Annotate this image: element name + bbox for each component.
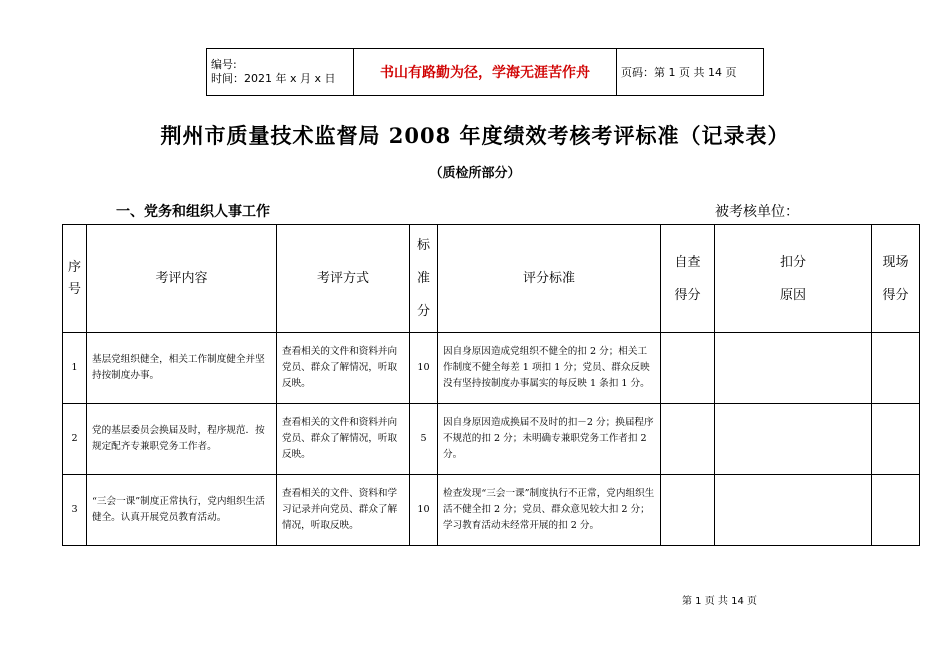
row-criteria: 因自身原因造成换届不及时的扣－2 分；换届程序不规范的扣 2 分；未明确专兼职党务工作者扣 2 分。 xyxy=(438,404,661,475)
document-title: 荆州市质量技术监督局 2008 年度绩效考核考评标准（记录表） xyxy=(160,123,790,148)
header-page-label: 页码：第 1 页 共 14 页 xyxy=(617,49,764,96)
header-deduction: 扣分原因 xyxy=(715,225,872,333)
header-motto: 书山有路勤为径，学海无涯苦作舟 xyxy=(354,49,617,96)
row-score: 10 xyxy=(410,475,438,546)
document-header xyxy=(206,48,764,96)
number-label: 编号: xyxy=(211,58,237,71)
row-seq: 1 xyxy=(63,333,87,404)
time-label: 时间：2021 年 x 月 x 日 xyxy=(211,72,336,85)
assessed-unit-label: 被考核单位： xyxy=(715,204,799,220)
page-footer: 第 1 页 共 14 页 xyxy=(682,596,757,607)
row-method: 查看相关的文件、资料和学习记录并向党员、群众了解情况，听取反映。 xyxy=(277,475,410,546)
section-title: 一、党务和组织人事工作 xyxy=(116,204,270,220)
row-method: 查看相关的文件和资料并向党员、群众了解情况，听取反映。 xyxy=(277,404,410,475)
row-self-check-cell[interactable] xyxy=(661,333,715,404)
table-row xyxy=(63,475,920,546)
row-self-check-cell[interactable] xyxy=(661,475,715,546)
row-score: 5 xyxy=(410,404,438,475)
document-subtitle: （质检所部分） xyxy=(429,166,521,181)
header-standard-score: 标准分 xyxy=(410,225,438,333)
row-content: 党的基层委员会换届及时，程序规范．按规定配齐专兼职党务工作者。 xyxy=(87,404,277,475)
header-criteria: 评分标准 xyxy=(438,225,661,333)
table-header-row xyxy=(63,225,920,333)
row-seq: 2 xyxy=(63,404,87,475)
header-meta xyxy=(207,49,354,96)
header-seq: 序号 xyxy=(63,225,87,333)
row-content: “三会一课”制度正常执行，党内组织生活健全。认真开展党员教育活动。 xyxy=(87,475,277,546)
row-criteria: 检查发现“三会一课”制度执行不正常，党内组织生活不健全扣 2 分；党员、群众意见较大扣 2 分；学习教育活动未经常开展的扣 2 分。 xyxy=(438,475,661,546)
table-row xyxy=(63,333,920,404)
row-deduction-cell[interactable] xyxy=(715,404,872,475)
row-onsite-cell[interactable] xyxy=(872,475,920,546)
row-score: 10 xyxy=(410,333,438,404)
row-onsite-cell[interactable] xyxy=(872,404,920,475)
table-row xyxy=(63,404,920,475)
row-method: 查看相关的文件和资料并向党员、群众了解情况，听取反映。 xyxy=(277,333,410,404)
row-content: 基层党组织健全，相关工作制度健全并坚持按制度办事。 xyxy=(87,333,277,404)
header-method: 考评方式 xyxy=(277,225,410,333)
row-deduction-cell[interactable] xyxy=(715,475,872,546)
row-criteria: 因自身原因造成党组织不健全的扣 2 分；相关工作制度不健全每差 1 项扣 1 分；党员、群众反映没有坚持按制度办事属实的每反映 1 条扣 1 分。 xyxy=(438,333,661,404)
row-self-check-cell[interactable] xyxy=(661,404,715,475)
row-seq: 3 xyxy=(63,475,87,546)
header-onsite-score: 现场得分 xyxy=(872,225,920,333)
header-self-check: 自查得分 xyxy=(661,225,715,333)
header-content: 考评内容 xyxy=(87,225,277,333)
assessment-table xyxy=(62,224,920,546)
row-onsite-cell[interactable] xyxy=(872,333,920,404)
row-deduction-cell[interactable] xyxy=(715,333,872,404)
